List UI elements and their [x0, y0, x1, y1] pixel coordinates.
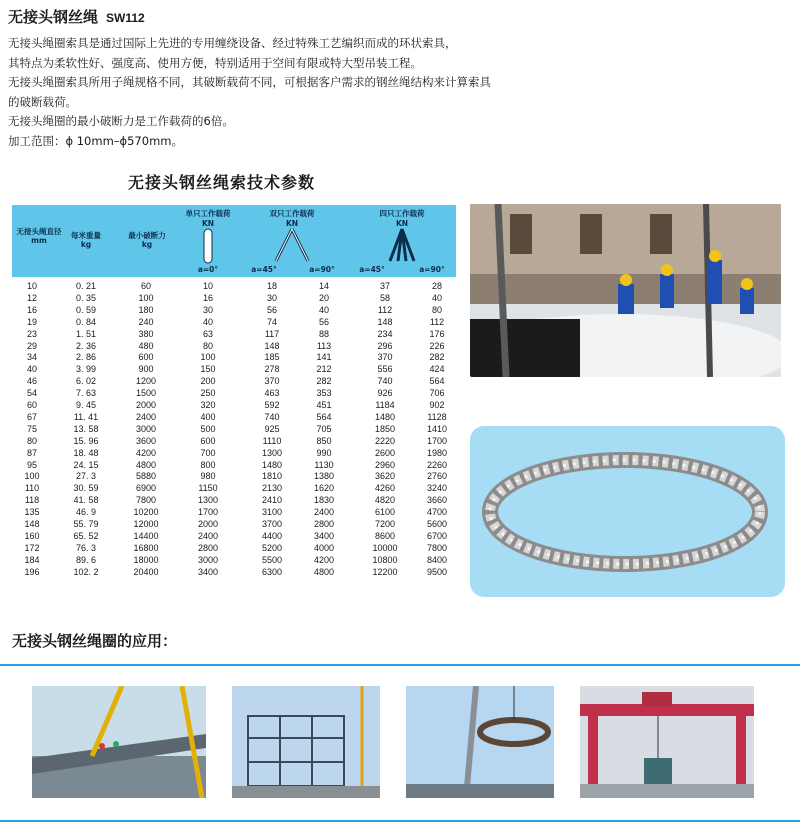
table-cell: 148 — [264, 340, 280, 351]
table-cell: 9. 45 — [75, 400, 97, 410]
table-cell: 1830 — [313, 495, 335, 506]
table-cell: 3400 — [313, 530, 335, 541]
table-cell: 556 — [377, 364, 393, 375]
table-cell: 54 — [26, 388, 37, 399]
table-cell: 370 — [377, 352, 393, 363]
table-cell: 278 — [264, 364, 280, 375]
angle-90: a=90° — [309, 265, 335, 274]
table-cell: 80 — [202, 340, 213, 351]
table-row — [12, 281, 456, 293]
header-diameter: 无接头绳直径 mm — [16, 227, 62, 245]
table-cell: 226 — [429, 340, 445, 351]
workers-photo — [470, 204, 781, 377]
table-row — [12, 519, 456, 531]
table-cell: 63 — [202, 328, 213, 339]
table-cell: 400 — [200, 411, 216, 422]
table-cell: 24. 15 — [73, 459, 99, 470]
header-single-load: 单只工作载荷 — [185, 209, 231, 218]
table-cell: 113 — [316, 340, 332, 351]
table-cell: 6300 — [261, 566, 283, 577]
table-cell: 16800 — [133, 542, 159, 553]
table-cell: 185 — [264, 352, 280, 363]
table-cell: 16 — [202, 292, 213, 303]
table-cell: 926 — [377, 388, 393, 399]
table-cell: 100 — [138, 292, 154, 303]
table-cell: 240 — [138, 316, 154, 327]
table-cell: 56 — [266, 304, 277, 315]
table-cell: 3100 — [261, 507, 283, 518]
table-cell: 15. 96 — [73, 435, 99, 446]
angle-0: a=0° — [197, 265, 219, 274]
table-cell: 3000 — [197, 554, 219, 565]
table-cell: 0. 84 — [75, 316, 97, 327]
table-cell: 2400 — [197, 530, 219, 541]
table-cell: 564 — [316, 411, 332, 422]
table-cell: 0. 21 — [75, 281, 97, 291]
table-cell: 1184 — [375, 400, 395, 410]
table-cell: 706 — [429, 388, 445, 399]
table-cell: 1200 — [135, 376, 157, 387]
table-cell: 3. 99 — [75, 364, 97, 375]
header-double-kn: KN — [285, 219, 299, 228]
table-cell: 980 — [200, 471, 216, 482]
table-cell: 75 — [26, 423, 37, 434]
table-row — [12, 412, 456, 424]
table-cell: 141 — [316, 352, 332, 363]
table-cell: 40 — [431, 292, 442, 303]
table-cell: 424 — [429, 364, 445, 375]
table-cell: 564 — [429, 376, 445, 387]
table-cell: 102. 2 — [73, 566, 99, 577]
single-sling-diagram — [198, 228, 218, 264]
table-cell: 600 — [200, 435, 216, 446]
table-row — [12, 329, 456, 341]
table-cell: 12000 — [133, 519, 159, 529]
table-cell: 76. 3 — [75, 542, 97, 553]
table-header — [12, 205, 456, 277]
angle-45-quad: a=45° — [359, 265, 385, 274]
table-cell: 212 — [316, 364, 332, 375]
table-cell: 1700 — [426, 435, 448, 446]
table-cell: 14400 — [133, 530, 159, 541]
table-cell: 100 — [200, 352, 216, 363]
table-cell: 1300 — [261, 447, 283, 458]
table-cell: 28 — [431, 281, 442, 291]
table-cell: 0. 35 — [75, 292, 97, 303]
table-cell: 451 — [316, 400, 332, 410]
table-cell: 200 — [200, 376, 216, 387]
table-cell: 80 — [431, 304, 442, 315]
table-cell: 282 — [316, 376, 332, 387]
table-cell: 3600 — [135, 435, 157, 446]
table-cell: 30 — [202, 304, 213, 315]
table-cell: 700 — [200, 447, 216, 458]
table-cell: 592 — [264, 400, 280, 410]
table-cell: 60 — [26, 400, 37, 410]
intro-text — [8, 34, 648, 152]
table-cell: 12200 — [372, 566, 398, 577]
table-cell: 2000 — [197, 519, 219, 529]
table-cell: 6100 — [374, 507, 396, 518]
table-cell: 282 — [429, 352, 445, 363]
table-cell: 160 — [24, 530, 40, 541]
divider — [0, 664, 800, 666]
table-cell: 5600 — [426, 519, 448, 529]
table-cell: 10200 — [133, 507, 159, 518]
table-cell: 112 — [377, 304, 393, 315]
header-double-load: 双只工作载荷 — [269, 209, 315, 218]
table-row — [12, 293, 456, 305]
table-cell: 55. 79 — [73, 519, 99, 529]
table-row — [12, 507, 456, 519]
table-cell: 1980 — [426, 447, 448, 458]
table-row — [12, 364, 456, 376]
table-row — [12, 471, 456, 483]
application-photo-crane-lift — [406, 686, 554, 798]
table-cell: 18. 48 — [73, 447, 99, 458]
table-cell: 2760 — [426, 471, 448, 482]
table-cell: 40 — [26, 364, 37, 375]
double-sling-diagram — [262, 227, 322, 265]
table-cell: 4400 — [261, 530, 283, 541]
table-cell: 250 — [200, 388, 216, 399]
table-cell: 3620 — [374, 471, 396, 482]
table-cell: 1300 — [197, 495, 219, 506]
table-cell: 8400 — [426, 554, 448, 565]
table-cell: 30 — [266, 292, 277, 303]
table-cell: 600 — [138, 352, 154, 363]
table-cell: 20400 — [133, 566, 159, 577]
table-row — [12, 531, 456, 543]
table-row — [12, 400, 456, 412]
table-cell: 1150 — [198, 483, 218, 494]
table-cell: 1810 — [261, 471, 283, 482]
intro-line: 加工范围：ϕ 10mm–ϕ570mm。 — [8, 133, 183, 148]
table-cell: 5880 — [135, 471, 157, 482]
table-cell: 5500 — [261, 554, 283, 565]
intro-line: 其特点为柔软性好、强度高、使用方便，特别适用于空间有限或特大型吊装工程。 — [8, 55, 422, 70]
application-photo-gantry-crane — [580, 686, 754, 798]
table-cell: 10000 — [372, 542, 398, 553]
table-cell: 30. 59 — [73, 483, 99, 494]
table-cell: 118 — [24, 495, 40, 506]
table-cell: 1128 — [427, 411, 447, 422]
table-cell: 46. 9 — [75, 507, 97, 518]
table-cell: 370 — [264, 376, 280, 387]
table-cell: 172 — [24, 542, 40, 553]
header-single-kn: KN — [201, 219, 215, 228]
table-cell: 2. 86 — [75, 352, 97, 363]
angle-45: a=45° — [251, 265, 277, 274]
table-cell: 6900 — [135, 483, 157, 494]
table-cell: 148 — [377, 316, 393, 327]
table-cell: 800 — [200, 459, 216, 470]
table-cell: 1480 — [261, 459, 283, 470]
table-cell: 100 — [24, 471, 40, 482]
table-cell: 176 — [429, 328, 445, 339]
table-cell: 2260 — [426, 459, 448, 470]
table-cell: 990 — [316, 447, 332, 458]
product-code: SW112 — [106, 11, 145, 25]
table-row — [12, 543, 456, 555]
table-row — [12, 555, 456, 567]
angle-90-quad: a=90° — [419, 265, 445, 274]
table-cell: 135 — [24, 507, 40, 518]
table-cell: 41. 58 — [73, 495, 99, 506]
table-row — [12, 436, 456, 448]
table-cell: 7800 — [426, 542, 448, 553]
table-row — [12, 424, 456, 436]
application-photo-bridge — [32, 686, 206, 798]
table-row — [12, 317, 456, 329]
table-row — [12, 448, 456, 460]
table-cell: 11. 41 — [73, 411, 99, 422]
table-row — [12, 388, 456, 400]
table-cell: 6700 — [426, 530, 448, 541]
table-cell: 4700 — [426, 507, 448, 518]
table-cell: 2400 — [135, 411, 157, 422]
table-cell: 87 — [26, 447, 37, 458]
table-cell: 5200 — [261, 542, 283, 553]
table-row — [12, 460, 456, 472]
table-cell: 65. 52 — [73, 530, 99, 541]
table-cell: 380 — [138, 328, 154, 339]
table-row — [12, 483, 456, 495]
table-cell: 3400 — [197, 566, 219, 577]
table-cell: 1700 — [197, 507, 219, 518]
table-cell: 74 — [266, 316, 277, 327]
intro-line: 无接头绳圈的最小破断力是工作载荷的6倍。 — [8, 114, 234, 129]
table-cell: 2960 — [374, 459, 396, 470]
table-cell: 740 — [377, 376, 393, 387]
table-cell: 10 — [26, 281, 37, 291]
table-cell: 2400 — [313, 507, 335, 518]
grommet-sling-image — [470, 426, 785, 597]
table-cell: 1480 — [374, 411, 396, 422]
table-cell: 1850 — [374, 423, 396, 434]
table-cell: 2800 — [313, 519, 335, 529]
table-cell: 60 — [140, 281, 151, 291]
table-cell: 3700 — [261, 519, 283, 529]
table-cell: 112 — [429, 316, 445, 327]
table-cell: 740 — [264, 411, 280, 422]
table-cell: 1620 — [313, 483, 335, 494]
page-title — [8, 6, 145, 27]
table-cell: 1. 51 — [75, 328, 97, 339]
table-cell: 150 — [200, 364, 216, 375]
table-cell: 34 — [26, 352, 37, 363]
table-cell: 7800 — [135, 495, 157, 506]
table-cell: 19 — [26, 316, 37, 327]
title-text: 无接头钢丝绳 — [8, 8, 99, 26]
table-cell: 7200 — [374, 519, 396, 529]
table-cell: 2000 — [135, 400, 157, 410]
table-cell: 4200 — [313, 554, 335, 565]
table-cell: 1410 — [426, 423, 448, 434]
table-cell: 900 — [138, 364, 154, 375]
table-cell: 148 — [24, 519, 40, 529]
table-cell: 0. 59 — [75, 304, 97, 315]
quad-sling-diagram — [372, 227, 432, 265]
table-cell: 2800 — [197, 542, 219, 553]
table-cell: 3660 — [426, 495, 448, 506]
application-title: 无接头钢丝绳圈的应用： — [12, 632, 178, 650]
table-cell: 14 — [318, 281, 329, 291]
table-cell: 4260 — [374, 483, 396, 494]
header-quad-kn: KN — [395, 219, 409, 228]
table-title: 无接头钢丝绳索技术参数 — [128, 173, 316, 192]
table-cell: 20 — [318, 292, 329, 303]
table-cell: 80 — [26, 435, 37, 446]
table-cell: 89. 6 — [75, 554, 97, 565]
table-cell: 95 — [26, 459, 37, 470]
table-cell: 500 — [200, 423, 216, 434]
table-cell: 320 — [200, 400, 216, 410]
table-cell: 58 — [379, 292, 390, 303]
table-cell: 9500 — [426, 566, 448, 577]
table-cell: 2220 — [374, 435, 396, 446]
table-cell: 117 — [264, 328, 280, 339]
table-cell: 184 — [24, 554, 40, 565]
table-cell: 40 — [318, 304, 329, 315]
table-cell: 925 — [264, 423, 280, 434]
table-cell: 40 — [202, 316, 213, 327]
table-cell: 23 — [26, 328, 37, 339]
table-cell: 10800 — [372, 554, 398, 565]
table-cell: 2410 — [261, 495, 283, 506]
table-row — [12, 352, 456, 364]
table-cell: 4800 — [135, 459, 157, 470]
table-cell: 6. 02 — [75, 376, 97, 387]
application-photo-steel-structure — [232, 686, 380, 798]
table-cell: 2600 — [374, 447, 396, 458]
table-row — [12, 495, 456, 507]
table-cell: 850 — [316, 435, 332, 446]
table-cell: 3000 — [135, 423, 157, 434]
table-cell: 18000 — [133, 554, 159, 565]
table-cell: 463 — [264, 388, 280, 399]
table-cell: 180 — [138, 304, 154, 315]
table-cell: 88 — [318, 328, 329, 339]
table-cell: 1500 — [135, 388, 157, 399]
table-cell: 4800 — [313, 566, 335, 577]
table-cell: 1130 — [314, 459, 334, 470]
table-cell: 16 — [26, 304, 37, 315]
table-row — [12, 341, 456, 353]
table-cell: 29 — [26, 340, 37, 351]
table-cell: 37 — [379, 281, 390, 291]
table-cell: 1110 — [262, 435, 282, 446]
intro-line: 无接头绳圈索具所用子绳规格不同，其破断载荷不同，可根据客户需求的钢丝绳结构来计算索具 — [8, 75, 491, 90]
table-cell: 12 — [26, 292, 37, 303]
table-cell: 234 — [377, 328, 393, 339]
table-cell: 196 — [24, 566, 40, 577]
table-cell: 18 — [266, 281, 277, 291]
table-cell: 2. 36 — [75, 340, 97, 351]
table-cell: 902 — [429, 400, 445, 410]
table-cell: 4200 — [135, 447, 157, 458]
table-cell: 480 — [138, 340, 154, 351]
table-cell: 56 — [318, 316, 329, 327]
table-cell: 2130 — [261, 483, 283, 494]
header-weight: 每米重量 kg — [71, 231, 101, 249]
table-cell: 46 — [26, 376, 37, 387]
header-mbl: 最小破断力 kg — [128, 231, 166, 249]
header-quad-load: 四只工作载荷 — [379, 209, 425, 218]
table-row — [12, 376, 456, 388]
table-cell: 4000 — [313, 542, 335, 553]
table-cell: 3240 — [426, 483, 448, 494]
table-cell: 1380 — [313, 471, 335, 482]
table-cell: 67 — [26, 411, 37, 422]
table-cell: 296 — [377, 340, 393, 351]
table-row — [12, 567, 456, 579]
intro-line: 的破断载荷。 — [8, 94, 77, 109]
table-cell: 110 — [24, 483, 40, 494]
table-cell: 7. 63 — [75, 388, 97, 399]
table-cell: 13. 58 — [73, 423, 99, 434]
intro-line: 无接头绳圈索具是通过国际上先进的专用缠绕设备、经过特殊工艺编织而成的环状索具， — [8, 36, 457, 50]
table-cell: 10 — [202, 281, 213, 291]
divider-bottom — [0, 820, 800, 822]
table-cell: 705 — [316, 423, 332, 434]
table-cell: 4820 — [374, 495, 396, 506]
table-cell: 353 — [316, 388, 332, 399]
table-cell: 27. 3 — [75, 471, 97, 482]
table-row — [12, 305, 456, 317]
table-cell: 8600 — [374, 530, 396, 541]
